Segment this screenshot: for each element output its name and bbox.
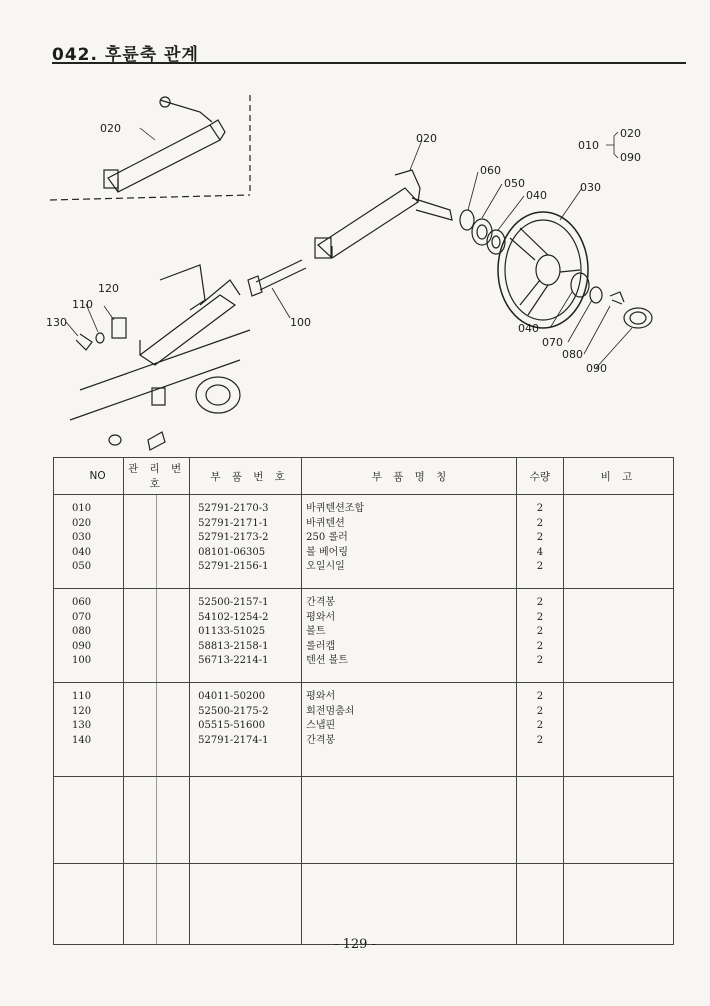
- callout-label: 040: [518, 322, 539, 335]
- part-number: 52791-2174-1: [198, 734, 269, 746]
- part-number: 52791-2173-2: [198, 532, 269, 543]
- part-number: 08101-06305: [198, 546, 266, 558]
- bearing-040-a: [487, 230, 505, 254]
- part-number: 52791-2156-1: [198, 561, 269, 572]
- part-qty: 2: [536, 561, 544, 572]
- part-qty: 2: [536, 532, 544, 543]
- remark-cell: [563, 864, 673, 945]
- callout-label: 110: [72, 298, 93, 311]
- part-name: 회전멈춤쇠: [306, 705, 355, 717]
- roller-wheel: [498, 212, 588, 328]
- part-no-index: 100: [72, 655, 92, 666]
- callout-label: 090: [586, 362, 607, 375]
- part-number-cell: [190, 495, 302, 589]
- bolt-080: [610, 292, 624, 304]
- part-number: 52500-2175-2: [198, 705, 269, 717]
- callout-label: 020: [620, 127, 641, 140]
- part-name: 스냅핀: [306, 720, 336, 731]
- qty-cell: [516, 777, 563, 864]
- part-no-index: 040: [72, 546, 92, 558]
- remark-cell: [563, 589, 673, 683]
- part-name-cell: [302, 864, 517, 945]
- mgmt-cell: [124, 777, 190, 864]
- table-row-group: [54, 683, 674, 777]
- part-qty: 2: [536, 655, 544, 666]
- title-rule: [52, 62, 686, 64]
- part-number: 54102-1254-2: [198, 611, 269, 623]
- qty-cell: [516, 683, 563, 777]
- callout-label: 100: [290, 316, 311, 329]
- part-qty: 2: [536, 691, 544, 702]
- spacer-060: [460, 210, 474, 230]
- no-cell: [54, 495, 124, 589]
- header-name: 부 품 명 칭: [302, 458, 517, 495]
- part-qty: 4: [536, 546, 544, 558]
- no-cell: [54, 777, 124, 864]
- part-number: 52500-2157-1: [198, 597, 269, 608]
- callout-labels: [46, 122, 641, 375]
- part-no-index: 120: [72, 705, 92, 717]
- part-name: 250 롤러: [306, 532, 348, 543]
- part-number: 58813-2158-1: [198, 640, 269, 652]
- exploded-parts-diagram: [40, 70, 680, 455]
- part-no-index: 090: [72, 640, 92, 652]
- roller-cap-090: [624, 308, 652, 328]
- no-cell: [54, 589, 124, 683]
- part-no-index: 140: [72, 734, 92, 746]
- mgmt-cell: [124, 589, 190, 683]
- callout-label: 070: [542, 336, 563, 349]
- page-title: 042. 후륜축 관계: [52, 45, 199, 65]
- part-no-index: 070: [72, 611, 92, 623]
- part-no-index: 110: [72, 691, 92, 702]
- part-no-index: 030: [72, 532, 92, 543]
- part-qty: 2: [536, 611, 544, 623]
- part-name: 볼트: [306, 626, 326, 637]
- part-name-cell: [302, 683, 517, 777]
- page-number: - 129 -: [334, 937, 376, 952]
- part-qty: 2: [536, 597, 544, 608]
- part-number: 52791-2171-1: [198, 517, 269, 529]
- table-row-group: [54, 495, 674, 589]
- remark-cell: [563, 777, 673, 864]
- qty-cell: [516, 589, 563, 683]
- callout-label: 050: [504, 177, 525, 190]
- callout-label: 020: [416, 132, 437, 145]
- part-no-index: 130: [72, 720, 92, 731]
- header-remark: 비 고: [563, 458, 673, 495]
- table-row-group-empty: [54, 777, 674, 864]
- part-name: 간격봉: [306, 734, 336, 746]
- header-qty: 수량: [516, 458, 563, 495]
- part-no-index: 020: [72, 517, 92, 529]
- callout-label: 130: [46, 316, 67, 329]
- part-qty: 2: [536, 517, 544, 529]
- part-number-cell: [190, 777, 302, 864]
- remark-cell: [563, 495, 673, 589]
- lower-frame: [70, 265, 250, 450]
- part-name-cell: [302, 777, 517, 864]
- part-number-cell: [190, 864, 302, 945]
- header-no: NO: [54, 458, 124, 495]
- left-axle-housing: [104, 97, 225, 192]
- header-part-no: 부 품 번 호: [190, 458, 302, 495]
- table-header-row: [54, 458, 674, 495]
- part-name: 간격봉: [306, 597, 336, 608]
- stopper-120: [112, 318, 126, 338]
- part-qty: 2: [536, 705, 544, 717]
- part-number: 56713-2214-1: [198, 655, 269, 666]
- remark-cell: [563, 683, 673, 777]
- oil-seal-050: [472, 219, 492, 245]
- callout-label: 030: [580, 181, 601, 194]
- part-number: 04011-50200: [198, 691, 266, 702]
- part-name: 평와서: [306, 611, 336, 623]
- part-qty: 2: [536, 640, 544, 652]
- callout-label: 010: [578, 139, 599, 152]
- qty-cell: [516, 864, 563, 945]
- callout-label: 090: [620, 151, 641, 164]
- part-name-cell: [302, 589, 517, 683]
- part-name: 텐션 볼트: [306, 655, 348, 666]
- callout-label: 020: [100, 122, 121, 135]
- qty-cell: [516, 495, 563, 589]
- callout-label: 060: [480, 164, 501, 177]
- part-no-index: 060: [72, 597, 92, 608]
- part-name: 바퀴텐션조합: [306, 503, 365, 514]
- washer-110: [96, 333, 104, 343]
- no-cell: [54, 864, 124, 945]
- part-number-cell: [190, 683, 302, 777]
- part-name-cell: [302, 495, 517, 589]
- part-no-index: 080: [72, 626, 92, 637]
- callout-label: 080: [562, 348, 583, 361]
- callout-label: 040: [526, 189, 547, 202]
- mgmt-cell: [124, 864, 190, 945]
- part-no-index: 010: [72, 503, 92, 514]
- part-no-index: 050: [72, 561, 92, 572]
- part-number: 05515-51600: [198, 720, 266, 731]
- part-qty: 2: [536, 720, 544, 731]
- part-name: 롤러캡: [306, 640, 336, 652]
- parts-table: [53, 457, 674, 945]
- part-name: 오일시일: [306, 561, 345, 572]
- part-name: 바퀴텐션: [306, 517, 345, 529]
- part-name: 평와서: [306, 691, 336, 702]
- mgmt-cell: [124, 683, 190, 777]
- tension-bolt: [248, 260, 306, 296]
- table-row-group: [54, 589, 674, 683]
- mgmt-cell: [124, 495, 190, 589]
- part-qty: 2: [536, 626, 544, 637]
- part-number: 52791-2170-3: [198, 503, 269, 514]
- part-number: 01133-51025: [198, 626, 266, 637]
- part-number-cell: [190, 589, 302, 683]
- table-row-group-empty: [54, 864, 674, 945]
- snap-pin-130: [76, 334, 92, 350]
- axle-housing: [315, 170, 452, 258]
- header-mgmt: 관 리 번 호: [124, 458, 190, 495]
- callout-label: 120: [98, 282, 119, 295]
- part-qty: 2: [536, 503, 544, 514]
- part-name: 볼 베어링: [306, 546, 348, 558]
- part-qty: 2: [536, 734, 544, 746]
- no-cell: [54, 683, 124, 777]
